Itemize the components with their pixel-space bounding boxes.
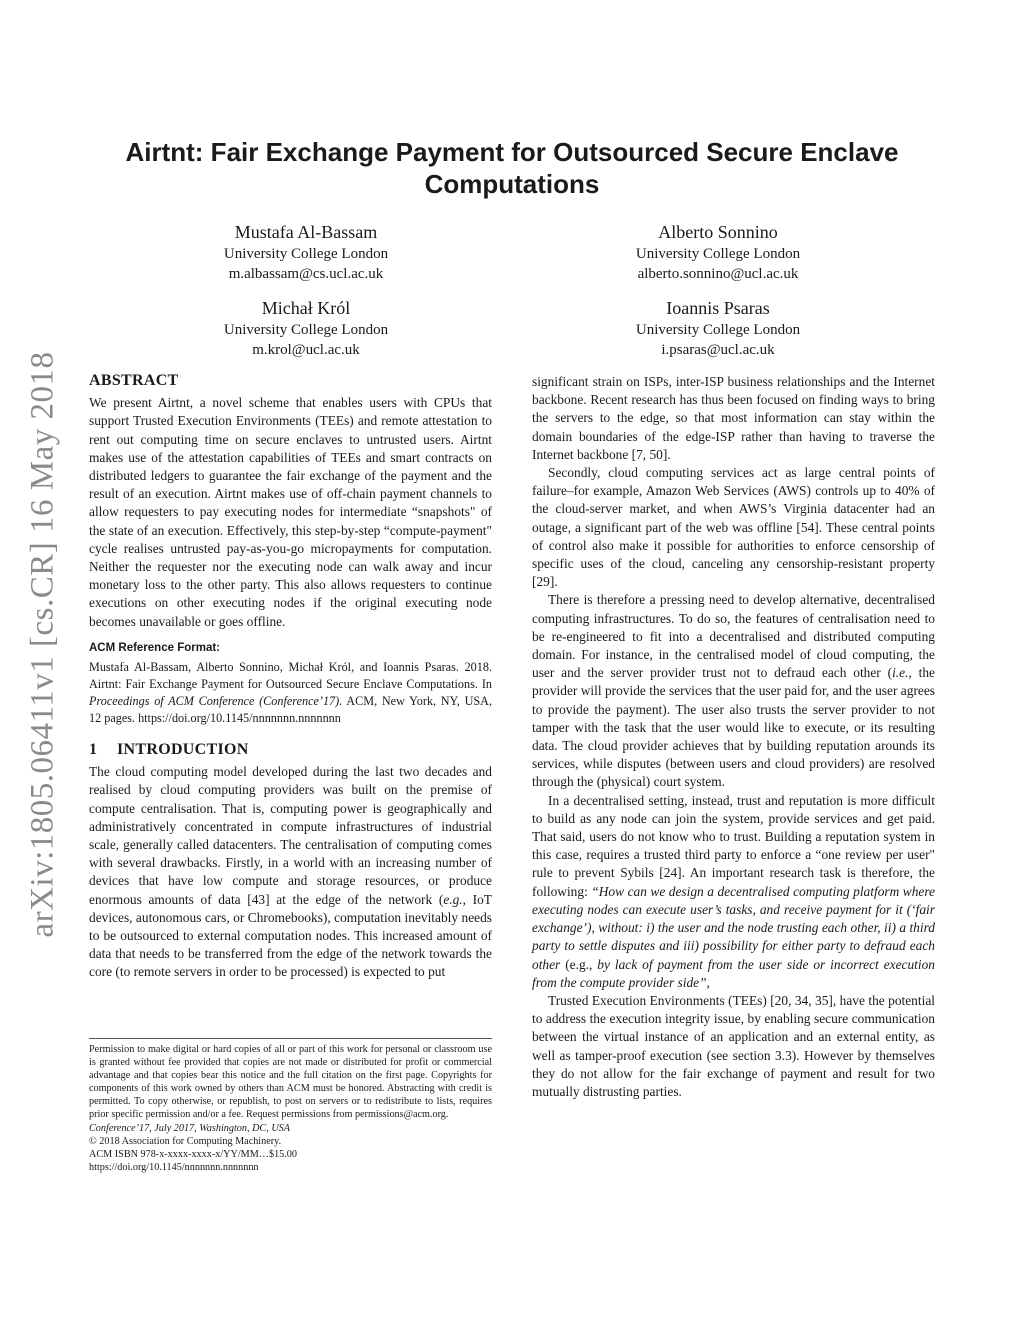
author-block <box>568 296 868 360</box>
intro-paragraph <box>532 591 935 791</box>
author-affiliation: University College London <box>223 246 389 262</box>
author-affiliation: University College London <box>635 322 801 338</box>
intro-text: (e.g., <box>560 956 598 972</box>
author-affiliation: University College London <box>635 246 801 262</box>
acm-reference-line2: ACM, New York, NY, USA, 12 pages. https://doi.org/10.1145/nnnnnnn.nnnnnnn <box>89 694 492 726</box>
section-heading-introduction <box>89 741 492 759</box>
isbn-line: ACM ISBN 978-x-xxxx-xxxx-x/YY/MM…$15.00 <box>89 1148 297 1160</box>
intro-text: The cloud computing model developed during the last two decades and realised by cloud computing providers was built on the premise of compute centralisation. That is, computing power is geographically and administratively concentrated in compute infrastructures of industrial scale, generally called datacenters. The centralisation of computing comes with several drawbacks. Firstly, in a world with an increasing number of devices that have low compute and storage resources, or produce enormous amounts of data [43] at the edge of the network ( <box>89 764 492 907</box>
conference-line <box>89 1122 492 1135</box>
author-email[interactable]: i.psaras@ucl.ac.uk <box>661 342 775 358</box>
author-email[interactable]: m.krol@ucl.ac.uk <box>252 342 360 358</box>
intro-paragraph <box>89 763 492 981</box>
arxiv-stamp-text: arXiv:1805.06411v1 [cs.CR] 16 May 2018 <box>24 350 61 938</box>
acm-reference-heading: ACM Reference Format: <box>89 641 220 654</box>
section-number: 1 <box>89 741 98 759</box>
section-title: INTRODUCTION <box>117 741 249 759</box>
right-column <box>532 373 935 1101</box>
author-email[interactable]: m.albassam@cs.ucl.ac.uk <box>228 266 384 282</box>
intro-text: the provider will provide the services that the user paid for, and the user agrees to provide the payment). The user also trusts the server provider to not tamper with the task that the user would like to execute, or its resulting data. The cloud provider achieves that by building reputation arounds its services, while disputes (between users and cloud providers) are resolved through the (physical) court system. <box>532 665 935 790</box>
conference-text: Conference’17, July 2017, Washington, DC, USA <box>89 1122 290 1134</box>
footnote <box>89 1038 492 1174</box>
author-block <box>568 220 868 284</box>
acm-reference-text <box>89 659 492 727</box>
intro-text-emphasis: e.g., <box>443 891 466 907</box>
left-column <box>89 370 492 982</box>
intro-text: In a decentralised setting, instead, trust and reputation is more difficult to build as any node can join the system, provide services and get paid. That said, users do not know who to trust. Building a reputation system in this case, requires a trusted third party to enforce a “one review per user" rule to prevent Sybils [24]. An important research task is therefore, the following: <box>532 792 935 899</box>
research-question: by lack of payment from the user side or incorrect execution from the compute provider side”, <box>532 956 936 990</box>
arxiv-stamp <box>20 344 66 944</box>
acm-reference-line1: Mustafa Al-Bassam, Alberto Sonnino, Michał Król, and Ioannis Psaras. 2018. Airtnt: Fair Exchange Payment for Outsourced Secure Enclave Computations. In <box>89 660 492 692</box>
author-block <box>156 296 456 360</box>
intro-paragraph: significant strain on ISPs, inter-ISP business relationships and the Internet backbone. Recent research has thus been focused on finding ways to bring the servers to the edge, so that most information can stay within the domain boundaries of the edge-ISP rather than having to traverse the Internet backbone [7, 50]. <box>532 374 935 462</box>
intro-paragraph: Secondly, cloud computing services act as large central points of failure–for example, Amazon Web Services (AWS) controls up to 40% of the cloud-server market, and when AWS’s Virginia datacenter had an outage, a significant part of the web was offline [54]. These central points of control also make it possible for authorities to enforce censorship of specific uses of the cloud, canceling any censorship-resistant property [29]. <box>532 465 935 590</box>
abstract-heading: ABSTRACT <box>89 372 179 389</box>
doi-link[interactable]: https://doi.org/10.1145/nnnnnnn.nnnnnnn <box>89 1161 259 1173</box>
author-name: Alberto Sonnino <box>658 222 778 242</box>
intro-paragraph <box>532 792 935 992</box>
author-name: Ioannis Psaras <box>666 298 770 318</box>
intro-text: There is therefore a pressing need to develop alternative, decentralised computing infrastructures. To do so, the features of centralisation need to be re-engineered to fit into a decentralised and distributed computing domain. For instance, in the centralised model of cloud computing, the user and the server provider trust not to defraud each other ( <box>532 592 935 681</box>
author-name: Mustafa Al-Bassam <box>234 222 378 242</box>
author-name: Michał Król <box>261 298 351 318</box>
paper-title: Airtnt: Fair Exchange Payment for Outsourced Secure Enclave Computations <box>125 137 899 199</box>
intro-paragraph: Trusted Execution Environments (TEEs) [20, 34, 35], have the potential to address the execution integrity issue, by enabling secure communication between the virtual instance of an application and an external entity, as well as tamper-proof execution (see section 3.3). However by themselves they do not allow for the fair exchange of payment and result for two mutually distrusting parties. <box>532 992 935 1099</box>
intro-text: IoT devices, autonomous cars, or Chromebooks), computation inevitably needs to be outsourced to external computation nodes. This increased amount of data that needs to be transferred from the edge of the network towards the core (to remote servers in order to be processed) is expected to put <box>89 891 492 980</box>
copyright-line: © 2018 Association for Computing Machinery. <box>89 1135 282 1147</box>
author-block <box>156 220 456 284</box>
permission-notice: Permission to make digital or hard copies of all or part of this work for personal or classroom use is granted without fee provided that copies are not made or distributed for profit or commercial advantage and that copies bear this notice and the full citation on the first page. Copyrights for components of this work owned by others than ACM must be honored. Abstracting with credit is permitted. To copy otherwise, or republish, to post on servers or to redistribute to lists, requires prior specific permission and/or a fee. Request permissions from permissions@acm.org. <box>89 1044 492 1121</box>
intro-text-emphasis: i.e., <box>892 665 912 681</box>
author-email[interactable]: alberto.sonnino@ucl.ac.uk <box>637 266 799 282</box>
research-question: “How can we design a decentralised computing platform where executing nodes can execute user’s tasks, and receive payment for it (‘fair exchange’), without: i) the user and the node trusting each other, ii) a third party to settle disputes and iii) possibility for either party to defraud each other <box>532 883 936 972</box>
acm-reference-venue: Proceedings of ACM Conference (Conference’17). <box>89 694 343 709</box>
abstract-text: We present Airtnt, a novel scheme that enables users with CPUs that support Trusted Execution Environments (TEEs) and remote attestation to rent out computing time on secure enclaves to untrusted users. Airtnt makes use of the attestation capabilities of TEEs and smart contracts on distributed ledgers to guarantee the fair exchange of the payment and the result of an execution. Airtnt makes use of off-chain payment channels to allow requesters to pay executing nodes for intermediate “snapshots" of the state of an execution. Effectively, this step-by-step “compute-payment" cycle realises untrusted pay-as-you-go micropayments for computation. Neither the requester nor the executing node can walk away and incur monetary loss to the other party. This also allows requesters to continue executions on other executing nodes if the original executing node becomes unavailable or goes offline. <box>89 395 492 629</box>
author-affiliation: University College London <box>223 322 389 338</box>
